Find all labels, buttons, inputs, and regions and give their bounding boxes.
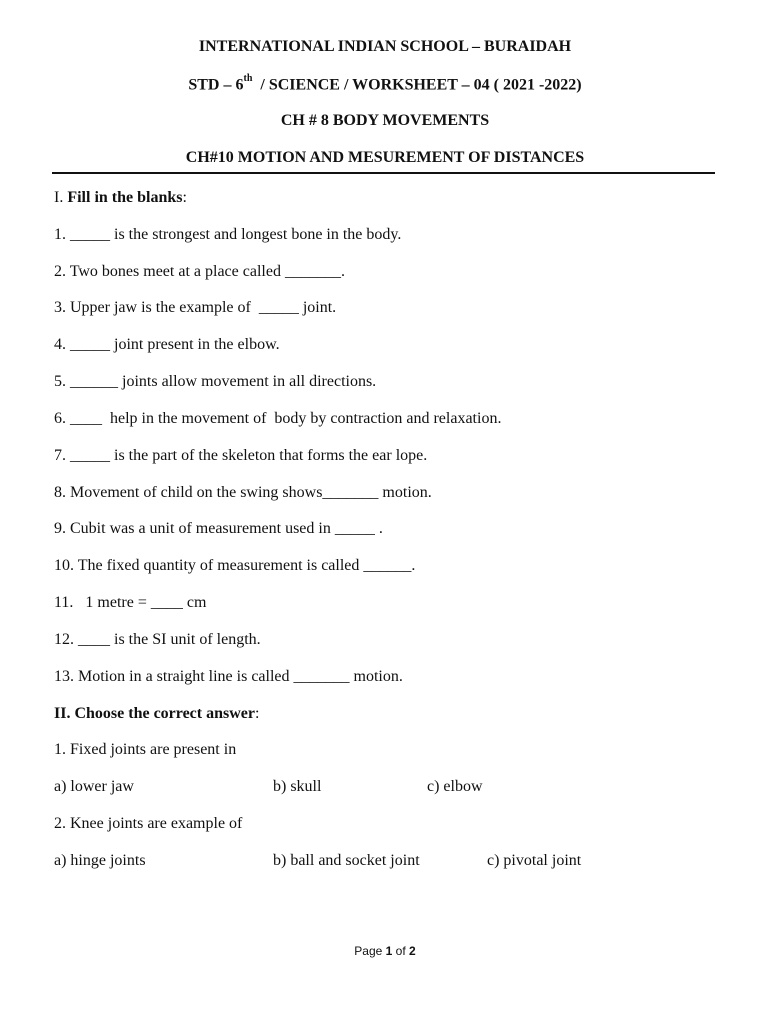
section-1-colon: : bbox=[182, 189, 187, 206]
page-total: 2 bbox=[409, 944, 416, 958]
std-suffix: / SCIENCE / WORKSHEET – 04 ( 2021 -2022) bbox=[252, 76, 582, 94]
question-item: 11. 1 metre = ____ cm bbox=[54, 594, 207, 611]
section-1-heading bbox=[54, 189, 187, 207]
std-prefix: STD – 6 bbox=[188, 76, 244, 94]
mcq-1-option-b: b) skull bbox=[273, 778, 322, 795]
question-item: 3. Upper jaw is the example of _____ joint. bbox=[54, 299, 337, 316]
mcq-1-option-c: c) elbow bbox=[427, 778, 483, 795]
chapter-heading-1: CH # 8 BODY MOVEMENTS bbox=[280, 112, 490, 129]
question-item: 5. ______ joints allow movement in all directions. bbox=[54, 373, 377, 390]
std-superscript: th bbox=[243, 73, 253, 84]
question-item: 7. _____ is the part of the skeleton that forms the ear lope. bbox=[54, 447, 428, 464]
chapter-heading-2: CH#10 MOTION AND MESUREMENT OF DISTANCES bbox=[185, 149, 585, 166]
mcq-2-option-a: a) hinge joints bbox=[54, 852, 146, 869]
question-item: 13. Motion in a straight line is called _______ motion. bbox=[54, 668, 403, 685]
mcq-question-1: 1. Fixed joints are present in bbox=[54, 741, 237, 758]
section-1-prefix: I. bbox=[54, 189, 68, 206]
question-item: 8. Movement of child on the swing shows_______ motion. bbox=[54, 484, 432, 501]
question-item: 10. The fixed quantity of measurement is called ______. bbox=[54, 557, 416, 574]
mcq-question-2: 2. Knee joints are example of bbox=[54, 815, 243, 832]
mcq-1-option-a: a) lower jaw bbox=[54, 778, 134, 795]
page-footer bbox=[0, 944, 770, 958]
mcq-2-option-c: c) pivotal joint bbox=[487, 852, 582, 869]
school-title: INTERNATIONAL INDIAN SCHOOL – BURAIDAH bbox=[198, 38, 572, 55]
section-1-title: Fill in the blanks bbox=[67, 189, 183, 206]
question-item: 6. ____ help in the movement of body by contraction and relaxation. bbox=[54, 410, 502, 427]
section-2-heading bbox=[54, 705, 259, 723]
section-2-colon: : bbox=[255, 705, 260, 722]
mcq-2-option-b: b) ball and socket joint bbox=[273, 852, 420, 869]
question-item: 4. _____ joint present in the elbow. bbox=[54, 336, 280, 353]
question-item: 12. ____ is the SI unit of length. bbox=[54, 631, 261, 648]
worksheet-subtitle bbox=[0, 75, 770, 94]
question-item: 1. _____ is the strongest and longest bone in the body. bbox=[54, 226, 402, 243]
question-item: 9. Cubit was a unit of measurement used in _____ . bbox=[54, 520, 383, 537]
question-item: 2. Two bones meet at a place called _______. bbox=[54, 263, 345, 280]
page-label: Page bbox=[354, 944, 386, 958]
section-2-title: II. Choose the correct answer bbox=[54, 705, 255, 722]
of-label: of bbox=[392, 944, 410, 958]
page-number: 1 bbox=[385, 944, 393, 958]
header-divider bbox=[52, 172, 715, 174]
